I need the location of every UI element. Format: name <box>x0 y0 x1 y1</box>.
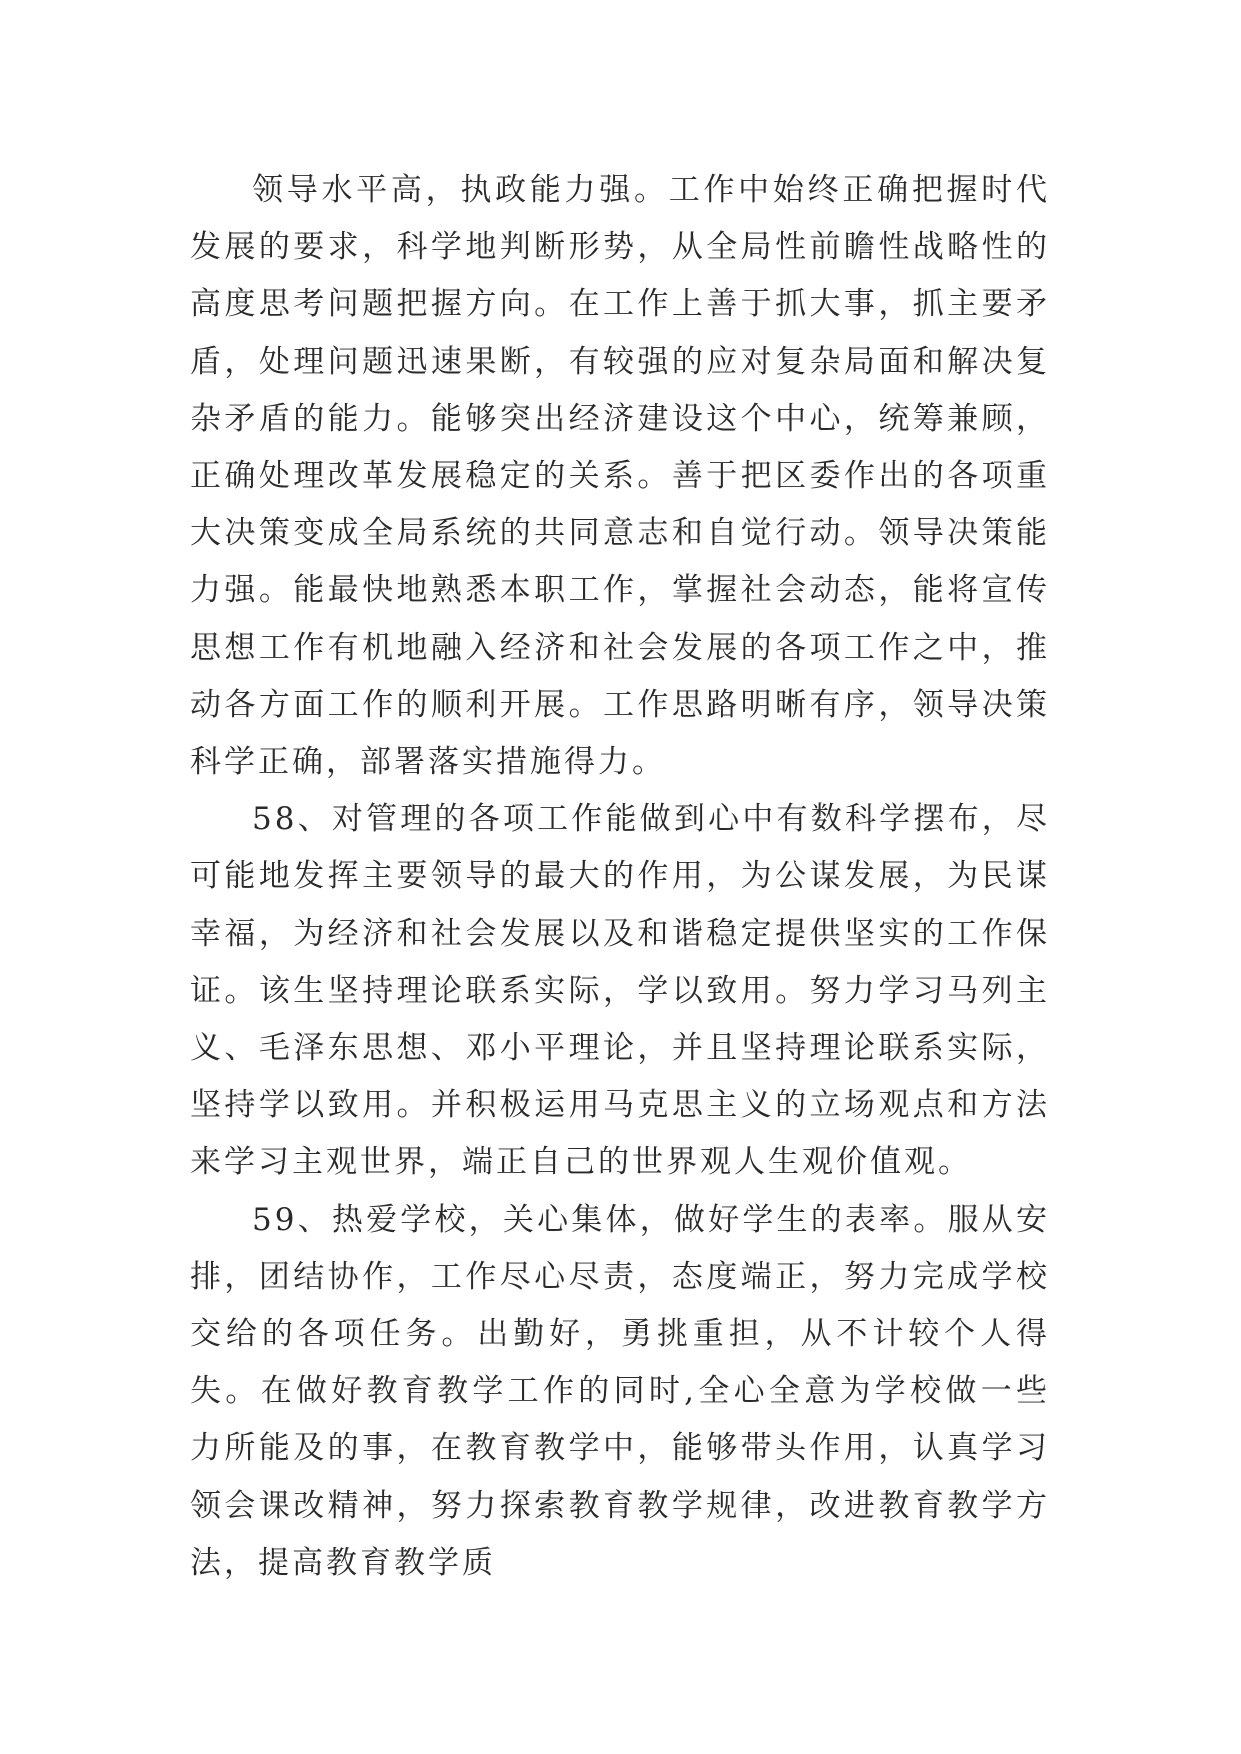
document-body <box>190 162 1050 1592</box>
paragraph-58: 58、对管理的各项工作能做到心中有数科学摆布，尽可能地发挥主要领导的最大的作用，为公谋发展，为民谋幸福，为经济和社会发展以及和谐稳定提供坚实的工作保证。该生坚持理论联系实际，学以致用。努力学习马列主义、毛泽东思想、邓小平理论，并且坚持理论联系实际，坚持学以致用。并积极运用马克思主义的立场观点和方法来学习主观世界，端正自己的世界观人生观价值观。 <box>190 801 1050 1181</box>
paragraph-leadership: 领导水平高，执政能力强。工作中始终正确把握时代发展的要求，科学地判断形势，从全局性前瞻性战略性的高度思考问题把握方向。在工作上善于抓大事，抓主要矛盾，处理问题迅速果断，有较强的应对复杂局面和解决复杂矛盾的能力。能够突出经济建设这个中心，统筹兼顾，正确处理改革发展稳定的关系。善于把区委作出的各项重大决策变成全局系统的共同意志和自觉行动。领导决策能力强。能最快地熟悉本职工作，掌握社会动态，能将宣传思想工作有机地融入经济和社会发展的各项工作之中，推动各方面工作的顺利开展。工作思路明晰有序，领导决策科学正确，部署落实措施得力。 <box>190 172 1050 781</box>
paragraph-59: 59、热爱学校，关心集体，做好学生的表率。服从安排，团结协作，工作尽心尽责，态度端正，努力完成学校交给的各项任务。出勤好，勇挑重担，从不计较个人得失。在做好教育教学工作的同时,全心全意为学校做一些力所能及的事，在教育教学中，能够带头作用，认真学习领会课改精神，努力探索教育教学规律，改进教育教学方法，提高教育教学质 <box>190 1201 1050 1581</box>
